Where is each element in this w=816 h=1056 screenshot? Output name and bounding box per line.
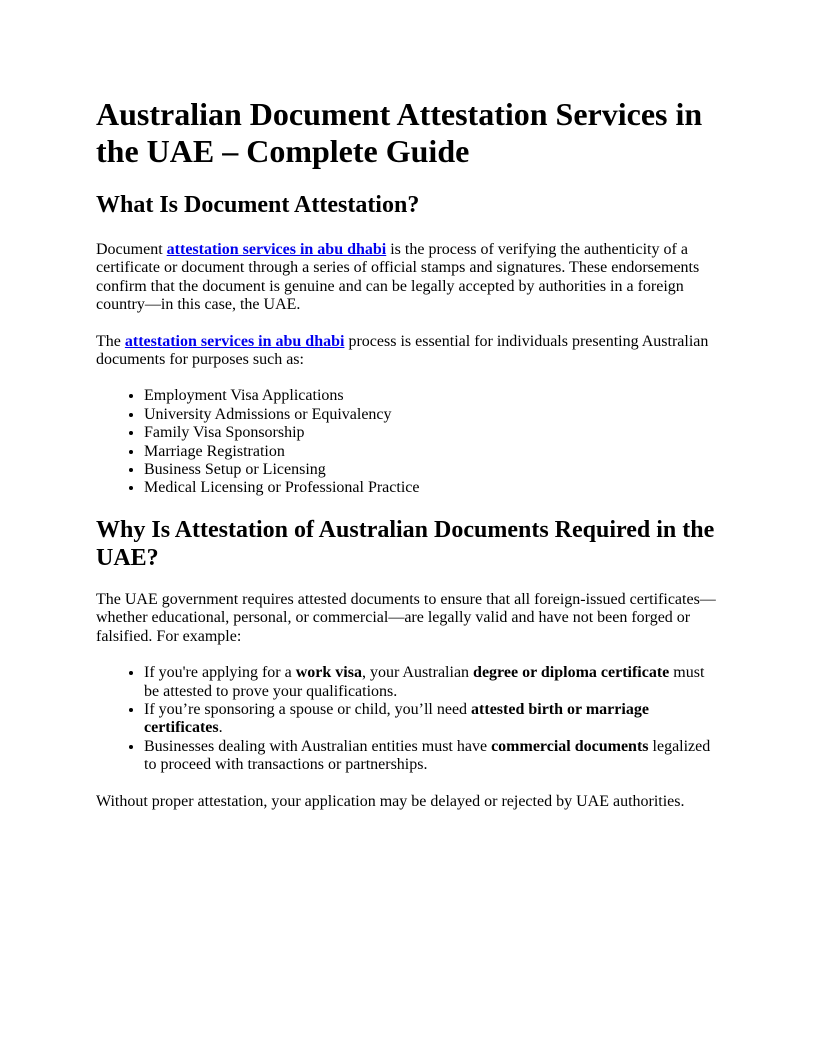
list-item: • Business Setup or Licensing: [144, 461, 720, 479]
paragraph-purpose: [96, 333, 720, 370]
list-text: .: [218, 719, 223, 737]
list-item: [144, 738, 720, 775]
paragraph-closing: Without proper attestation, your application may be delayed or rejected by UAE authorities.: [96, 792, 685, 810]
list-item: • Marriage Registration: [144, 443, 720, 461]
list-bold-text: work visa: [295, 664, 362, 682]
examples-list: [96, 664, 720, 774]
list-text: legalized to proceed with transactions or partnerships.: [144, 737, 711, 774]
document-page: [96, 96, 720, 811]
list-bold-text: attested birth or marriage certificates: [144, 700, 649, 737]
list-bold-text: commercial documents: [491, 737, 649, 755]
section-heading-what-is-attestation: What Is Document Attestation?: [96, 192, 420, 218]
list-bold-text: degree or diploma certificate: [473, 664, 670, 682]
list-item: [144, 664, 720, 701]
list-text: If you're applying for a: [144, 664, 296, 682]
attestation-services-link[interactable]: attestation services in abu dhabi: [166, 241, 387, 258]
attestation-services-link[interactable]: attestation services in abu dhabi: [124, 332, 345, 350]
list-item: • Medical Licensing or Professional Practice: [144, 479, 720, 497]
list-item: • University Admissions or Equivalency: [144, 406, 720, 424]
paragraph-text: Document: [96, 241, 167, 258]
list-text: must be attested to prove your qualifications.: [144, 664, 705, 700]
list-text: , your Australian: [361, 664, 474, 682]
paragraph-definition: [96, 241, 720, 315]
list-item: • Employment Visa Applications: [144, 387, 720, 405]
list-text: Businesses dealing with Australian entities must have: [144, 737, 492, 755]
list-text: If you’re sponsoring a spouse or child, you’ll need: [144, 700, 472, 718]
paragraph-text: process is essential for individuals presenting Australian documents for purposes such as:: [96, 332, 709, 369]
list-item: • Family Visa Sponsorship: [144, 424, 720, 442]
paragraph-text: is the process of verifying the authenticity of a certificate or document through a series of official stamps and signatures. These endorsements confirm that the document is genuine and can be legally accepted by authorities in a foreign country—in this case, the UAE.: [96, 241, 700, 314]
list-item: [144, 701, 720, 738]
paragraph-requirements: The UAE government requires attested documents to ensure that all foreign-issued certificates—whether educational, personal, or commercial—are legally valid and have not been forged or falsified. For example:: [96, 590, 716, 645]
purposes-list: [96, 387, 720, 497]
paragraph-text: The: [96, 332, 125, 350]
section-heading-why-required: Why Is Attestation of Australian Documents Required in the UAE?: [96, 516, 715, 571]
page-title: Australian Document Attestation Services in the UAE – Complete Guide: [96, 96, 703, 169]
